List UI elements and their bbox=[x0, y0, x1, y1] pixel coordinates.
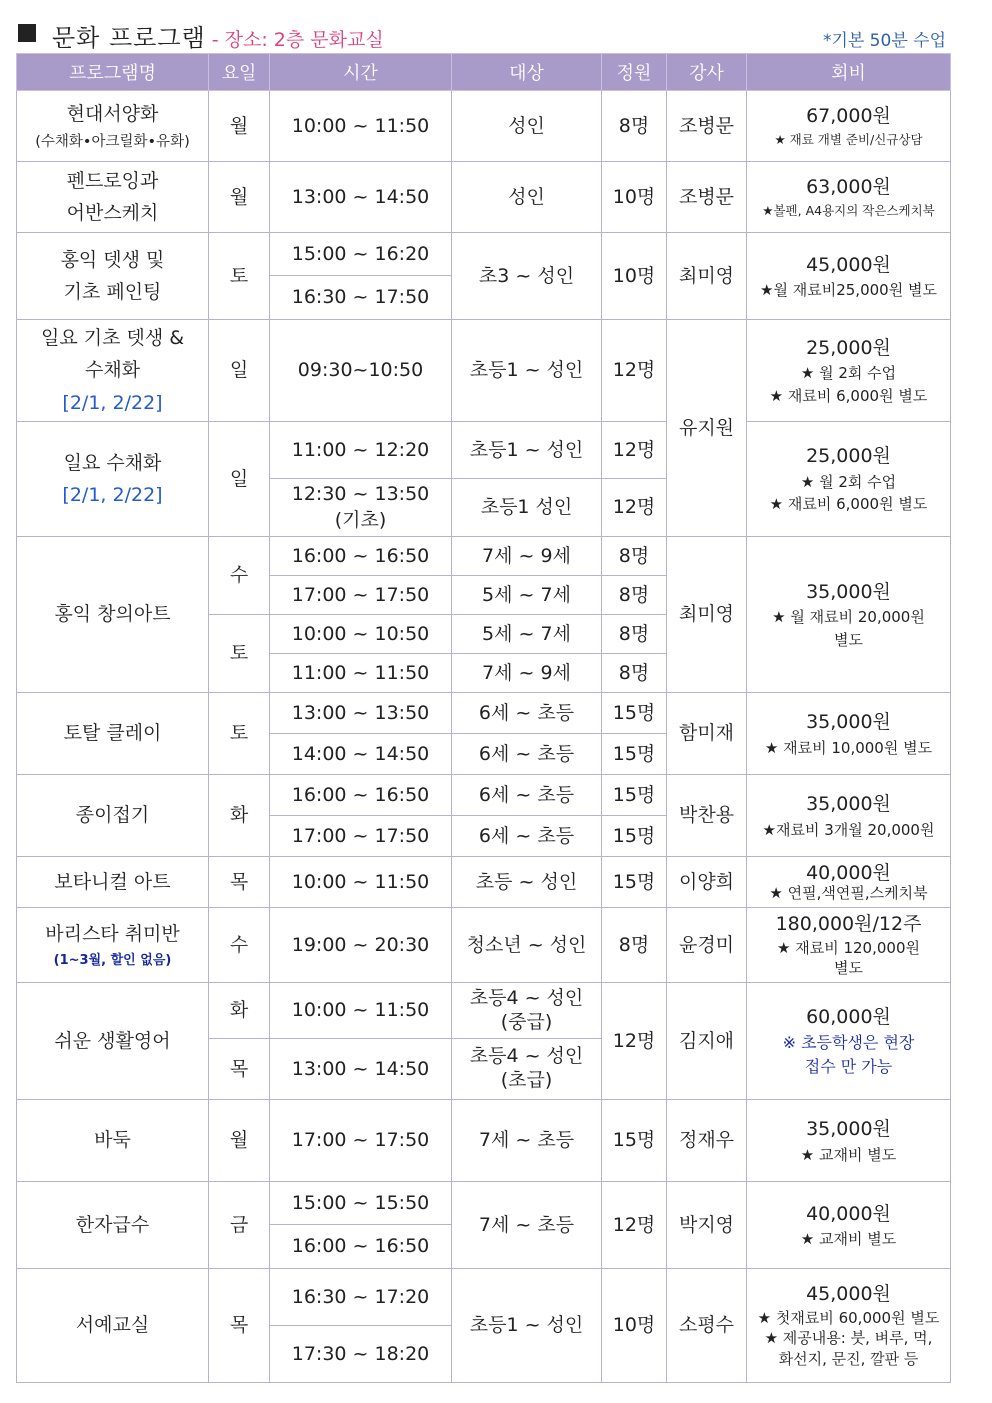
teacher: 유지원 bbox=[667, 320, 747, 537]
program-dates: [2/1, 2/22] bbox=[62, 391, 163, 414]
program-name: 펜드로잉과 어반스케치 bbox=[17, 162, 209, 233]
fee: 35,000원 ★재료비 3개월 20,000원 bbox=[747, 775, 951, 857]
day: 월 bbox=[209, 91, 270, 162]
program-name: 쉬운 생활영어 bbox=[17, 983, 209, 1100]
day: 토 bbox=[209, 693, 270, 775]
col-capacity: 정원 bbox=[602, 54, 667, 91]
target: 6세 ~ 초등 bbox=[452, 734, 602, 775]
day: 목 bbox=[209, 1269, 270, 1383]
teacher: 조병문 bbox=[667, 162, 747, 233]
teacher: 소평수 bbox=[667, 1269, 747, 1383]
fee: 35,000원 ★ 월 재료비 20,000원 별도 bbox=[747, 537, 951, 693]
target: 초등4 ~ 성인 (초급) bbox=[452, 1039, 602, 1100]
table-row bbox=[17, 162, 951, 233]
capacity: 8명 bbox=[602, 576, 667, 615]
teacher: 최미영 bbox=[667, 537, 747, 693]
target: 5세 ~ 7세 bbox=[452, 576, 602, 615]
table-header-row bbox=[17, 54, 951, 91]
time: 10:00 ~ 11:50 bbox=[270, 857, 452, 908]
table-row bbox=[17, 537, 951, 576]
program-name: 종이접기 bbox=[17, 775, 209, 857]
page-header bbox=[16, 16, 950, 52]
target: 6세 ~ 초등 bbox=[452, 816, 602, 857]
time: 17:00 ~ 17:50 bbox=[270, 1100, 452, 1182]
col-target: 대상 bbox=[452, 54, 602, 91]
day: 토 bbox=[209, 615, 270, 693]
day: 월 bbox=[209, 1100, 270, 1182]
day: 일 bbox=[209, 421, 270, 536]
day: 수 bbox=[209, 908, 270, 983]
teacher: 이양희 bbox=[667, 857, 747, 908]
capacity: 8명 bbox=[602, 91, 667, 162]
table-row bbox=[17, 693, 951, 734]
table-row bbox=[17, 908, 951, 983]
capacity: 15명 bbox=[602, 1100, 667, 1182]
program-name: 바리스타 취미반 (1~3월, 할인 없음) bbox=[17, 908, 209, 983]
target: 청소년 ~ 성인 bbox=[452, 908, 602, 983]
program-name: 홍익 창의아트 bbox=[17, 537, 209, 693]
time: 14:00 ~ 14:50 bbox=[270, 734, 452, 775]
fee: 60,000원 ※ 초등학생은 현장 접수 만 가능 bbox=[747, 983, 951, 1100]
capacity: 10명 bbox=[602, 162, 667, 233]
capacity: 15명 bbox=[602, 857, 667, 908]
target: 초등1 ~ 성인 bbox=[452, 320, 602, 422]
capacity: 12명 bbox=[602, 1182, 667, 1269]
fee: 25,000원 ★ 월 2회 수업 ★ 재료비 6,000원 별도 bbox=[747, 421, 951, 536]
day: 금 bbox=[209, 1182, 270, 1269]
table-row bbox=[17, 1100, 951, 1182]
capacity: 15명 bbox=[602, 775, 667, 816]
target: 5세 ~ 7세 bbox=[452, 615, 602, 654]
fee: 25,000원 ★ 월 2회 수업 ★ 재료비 6,000원 별도 bbox=[747, 320, 951, 422]
col-day: 요일 bbox=[209, 54, 270, 91]
target: 초등4 ~ 성인 (중급) bbox=[452, 983, 602, 1039]
time: 19:00 ~ 20:30 bbox=[270, 908, 452, 983]
teacher: 박찬용 bbox=[667, 775, 747, 857]
program-name: 서예교실 bbox=[17, 1269, 209, 1383]
capacity: 12명 bbox=[602, 983, 667, 1100]
capacity: 12명 bbox=[602, 478, 667, 536]
program-name: 바둑 bbox=[17, 1100, 209, 1182]
capacity: 8명 bbox=[602, 908, 667, 983]
teacher: 김지애 bbox=[667, 983, 747, 1100]
square-bullet-icon bbox=[18, 24, 36, 42]
fee: 35,000원 ★ 재료비 10,000원 별도 bbox=[747, 693, 951, 775]
col-time: 시간 bbox=[270, 54, 452, 91]
program-name: 한자급수 bbox=[17, 1182, 209, 1269]
table-row bbox=[17, 233, 951, 276]
fee: 45,000원 ★ 첫재료비 60,000원 별도 ★ 제공내용: 붓, 벼루, 먹, 화선지, 문진, 깔판 등 bbox=[747, 1269, 951, 1383]
teacher: 최미영 bbox=[667, 233, 747, 320]
day: 화 bbox=[209, 775, 270, 857]
class-duration-note: *기본 50분 수업 bbox=[822, 31, 946, 51]
teacher: 박지영 bbox=[667, 1182, 747, 1269]
program-name: 일요 수채화 [2/1, 2/22] bbox=[17, 421, 209, 536]
program-name: 홍익 뎃생 및 기초 페인팅 bbox=[17, 233, 209, 320]
time: 15:00 ~ 15:50 bbox=[270, 1182, 452, 1225]
day: 토 bbox=[209, 233, 270, 320]
fee: 40,000원 ★ 연필,색연필,스케치북 bbox=[747, 857, 951, 908]
time: 17:00 ~ 17:50 bbox=[270, 816, 452, 857]
capacity: 8명 bbox=[602, 654, 667, 693]
time: 16:30 ~ 17:50 bbox=[270, 276, 452, 320]
table-row bbox=[17, 983, 951, 1039]
capacity: 10명 bbox=[602, 233, 667, 320]
table-row bbox=[17, 775, 951, 816]
col-teacher: 강사 bbox=[667, 54, 747, 91]
target: 초등1 ~ 성인 bbox=[452, 421, 602, 478]
target: 성인 bbox=[452, 162, 602, 233]
target: 초등1 성인 bbox=[452, 478, 602, 536]
time: 11:00 ~ 11:50 bbox=[270, 654, 452, 693]
time: 13:00 ~ 14:50 bbox=[270, 1039, 452, 1100]
target: 7세 ~ 초등 bbox=[452, 1100, 602, 1182]
fee: 180,000원/12주 ★ 재료비 120,000원 별도 bbox=[747, 908, 951, 983]
target: 초등 ~ 성인 bbox=[452, 857, 602, 908]
day: 일 bbox=[209, 320, 270, 422]
capacity: 15명 bbox=[602, 693, 667, 734]
time: 16:00 ~ 16:50 bbox=[270, 775, 452, 816]
day: 수 bbox=[209, 537, 270, 615]
time: 16:00 ~ 16:50 bbox=[270, 1225, 452, 1269]
fee: 67,000원 ★ 재료 개별 준비/신규상담 bbox=[747, 91, 951, 162]
capacity: 8명 bbox=[602, 615, 667, 654]
target: 6세 ~ 초등 bbox=[452, 775, 602, 816]
capacity: 15명 bbox=[602, 816, 667, 857]
time: 10:00 ~ 11:50 bbox=[270, 983, 452, 1039]
capacity: 12명 bbox=[602, 421, 667, 478]
table-row bbox=[17, 1182, 951, 1225]
fee: 35,000원 ★ 교재비 별도 bbox=[747, 1100, 951, 1182]
teacher: 조병문 bbox=[667, 91, 747, 162]
time: 13:00 ~ 14:50 bbox=[270, 162, 452, 233]
program-name: 보타니컬 아트 bbox=[17, 857, 209, 908]
program-name: 일요 기초 뎃생 & 수채화 [2/1, 2/22] bbox=[17, 320, 209, 422]
time: 10:00 ~ 11:50 bbox=[270, 91, 452, 162]
time: 13:00 ~ 13:50 bbox=[270, 693, 452, 734]
program-name: 토탈 클레이 bbox=[17, 693, 209, 775]
table-row bbox=[17, 421, 951, 478]
target: 성인 bbox=[452, 91, 602, 162]
day: 목 bbox=[209, 1039, 270, 1100]
day: 목 bbox=[209, 857, 270, 908]
target: 초등1 ~ 성인 bbox=[452, 1269, 602, 1383]
page-title: 문화 프로그램 - 장소: 2층 문화교실 bbox=[52, 24, 384, 52]
time: 09:30~10:50 bbox=[270, 320, 452, 422]
target: 초3 ~ 성인 bbox=[452, 233, 602, 320]
program-dates: [2/1, 2/22] bbox=[62, 483, 163, 506]
day: 화 bbox=[209, 983, 270, 1039]
teacher: 정재우 bbox=[667, 1100, 747, 1182]
fee: 45,000원 ★월 재료비25,000원 별도 bbox=[747, 233, 951, 320]
target: 6세 ~ 초등 bbox=[452, 693, 602, 734]
col-program: 프로그램명 bbox=[17, 54, 209, 91]
time: 17:00 ~ 17:50 bbox=[270, 576, 452, 615]
col-fee: 회비 bbox=[747, 54, 951, 91]
location-subtitle: - 장소: 2층 문화교실 bbox=[211, 29, 384, 51]
time: 15:00 ~ 16:20 bbox=[270, 233, 452, 276]
day: 월 bbox=[209, 162, 270, 233]
time: 16:00 ~ 16:50 bbox=[270, 537, 452, 576]
teacher: 윤경미 bbox=[667, 908, 747, 983]
capacity: 8명 bbox=[602, 537, 667, 576]
capacity: 12명 bbox=[602, 320, 667, 422]
fee: 63,000원 ★볼펜, A4용지의 작은스케치북 bbox=[747, 162, 951, 233]
time: 10:00 ~ 10:50 bbox=[270, 615, 452, 654]
target: 7세 ~ 초등 bbox=[452, 1182, 602, 1269]
time: 11:00 ~ 12:20 bbox=[270, 421, 452, 478]
fee: 40,000원 ★ 교재비 별도 bbox=[747, 1182, 951, 1269]
table-row bbox=[17, 1269, 951, 1326]
registration-notice: ※ 초등학생은 현장 bbox=[782, 1033, 915, 1053]
table-row bbox=[17, 91, 951, 162]
time: 16:30 ~ 17:20 bbox=[270, 1269, 452, 1326]
time: 12:30 ~ 13:50 (기초) bbox=[270, 478, 452, 536]
table-row bbox=[17, 320, 951, 422]
time: 17:30 ~ 18:20 bbox=[270, 1326, 452, 1383]
capacity: 10명 bbox=[602, 1269, 667, 1383]
target: 7세 ~ 9세 bbox=[452, 654, 602, 693]
table-row bbox=[17, 857, 951, 908]
program-table bbox=[16, 53, 951, 1383]
teacher: 함미재 bbox=[667, 693, 747, 775]
capacity: 15명 bbox=[602, 734, 667, 775]
target: 7세 ~ 9세 bbox=[452, 537, 602, 576]
program-name: 현대서양화 (수채화•아크릴화•유화) bbox=[17, 91, 209, 162]
